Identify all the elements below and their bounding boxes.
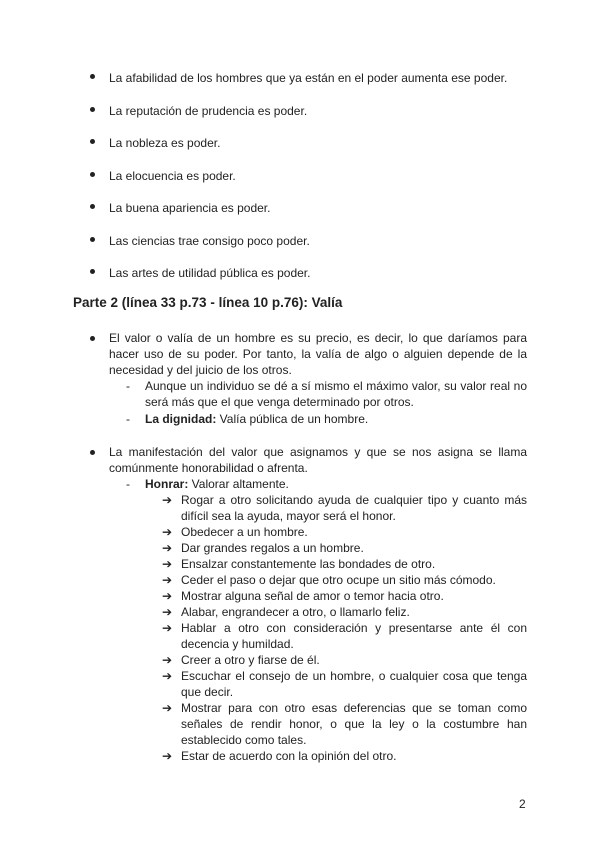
arrow-item: ➔ Rogar a otro solicitando ayuda de cualquier tipo y cuanto más difícil sea la ayuda, mayor será el honor.: [162, 493, 527, 523]
definition-dignidad: Valía pública de un hombre.: [216, 412, 369, 426]
list-item: La afabilidad de los hombres que ya están en el poder aumenta ese poder.: [0, 68, 600, 101]
dash-icon: -: [126, 412, 130, 426]
arrow-item: ➔ Escuchar el consejo de un hombre, o cualquier cosa que tenga que decir.: [162, 669, 527, 699]
arrow-item: ➔ Mostrar para con otro esas deferencias que se toman como señales de rendir honor, o que la ley o la costumbre han establecido como tales.: [162, 701, 527, 747]
bullet-icon: [90, 237, 95, 242]
arrow-icon: ➔: [162, 605, 173, 619]
arrow-item: ➔ Dar grandes regalos a un hombre.: [162, 541, 364, 555]
arrow-item: ➔ Obedecer a un hombre.: [162, 525, 308, 539]
arrow-item: ➔ Ceder el paso o dejar que otro ocupe un sitio más cómodo.: [162, 573, 496, 587]
arrow-icon: ➔: [162, 557, 173, 571]
list-item: La buena apariencia es poder.: [0, 198, 600, 231]
term-honrar: Honrar:: [145, 477, 189, 491]
bullet-icon: [90, 450, 95, 455]
arrow-icon: ➔: [162, 541, 173, 555]
honrar-arrow-list: [0, 492, 600, 764]
section-heading: Parte 2 (línea 33 p.73 - línea 10 p.76): Valía: [73, 295, 343, 310]
arrow-icon: ➔: [162, 621, 173, 635]
bullet-icon: [90, 74, 95, 79]
bullet-icon: [90, 139, 95, 144]
list-item: La reputación de prudencia es poder.: [0, 101, 600, 134]
list-item: Las ciencias trae consigo poco poder.: [0, 231, 600, 264]
page-number: 2: [519, 797, 526, 811]
arrow-item: ➔ Mostrar alguna señal de amor o temor hacia otro.: [162, 589, 444, 603]
list-item: Las artes de utilidad pública es poder.: [0, 263, 600, 296]
sub-item-honrar: [145, 476, 527, 492]
arrow-icon: ➔: [162, 653, 173, 667]
list-item: La elocuencia es poder.: [0, 166, 600, 199]
bullet-icon: [90, 107, 95, 112]
sub-item-valor-real: Aunque un individuo se dé a sí mismo el máximo valor, su valor real no será más que el que venga determinado por otros.: [145, 379, 527, 409]
paragraph-valor: El valor o valía de un hombre es su precio, es decir, lo que daríamos para hacer uso de su poder. Por tanto, la valía de algo o alguien depende de la necesidad y del juicio de los otros.: [109, 331, 527, 377]
top-bullet-list: [0, 68, 600, 296]
definition-honrar: Valorar altamente.: [188, 477, 289, 491]
arrow-icon: ➔: [162, 493, 173, 507]
bullet-icon: [90, 269, 95, 274]
arrow-icon: ➔: [162, 749, 173, 763]
term-dignidad: La dignidad:: [145, 412, 217, 426]
arrow-icon: ➔: [162, 701, 173, 715]
dash-icon: -: [126, 477, 130, 491]
sub-item-dignidad: [145, 411, 527, 427]
arrow-icon: ➔: [162, 573, 173, 587]
arrow-item: ➔ Alabar, engrandecer a otro, o llamarlo feliz.: [162, 605, 410, 619]
bullet-icon: [90, 336, 95, 341]
paragraph-manifestacion: La manifestación del valor que asignamos y que se nos asigna se llama comúnmente honorabilidad o afrenta.: [109, 445, 527, 475]
arrow-item: ➔ Creer a otro y fiarse de él.: [162, 653, 320, 667]
dash-icon: -: [126, 379, 130, 393]
arrow-icon: ➔: [162, 669, 173, 683]
arrow-icon: ➔: [162, 525, 173, 539]
arrow-item: ➔ Estar de acuerdo con la opinión del otro.: [162, 749, 397, 763]
bullet-icon: [90, 204, 95, 209]
list-item: La nobleza es poder.: [0, 133, 600, 166]
arrow-item: ➔ Hablar a otro con consideración y presentarse ante él con decencia y humildad.: [162, 621, 527, 651]
arrow-icon: ➔: [162, 589, 173, 603]
bullet-icon: [90, 172, 95, 177]
arrow-item: ➔ Ensalzar constantemente las bondades de otro.: [162, 557, 436, 571]
